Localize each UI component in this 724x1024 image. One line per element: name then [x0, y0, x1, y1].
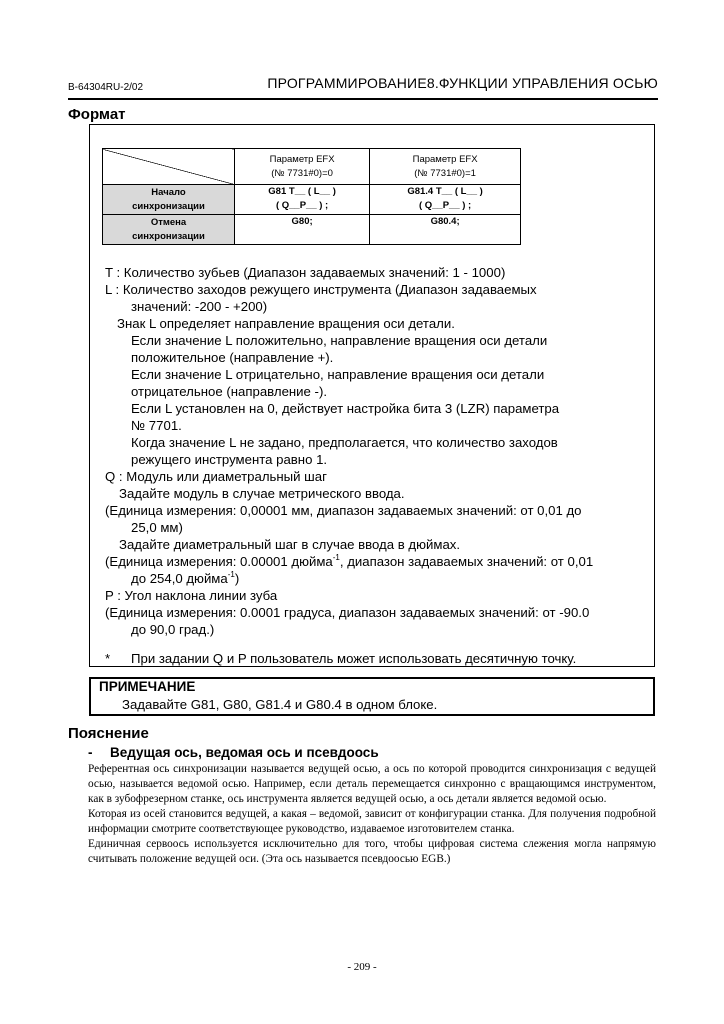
superscript: -1 — [332, 553, 340, 562]
table-header-efx0 — [235, 149, 370, 185]
superscript: -1 — [227, 570, 235, 579]
format-heading: Формат — [68, 106, 126, 123]
param-l-range: значений: -200 - +200) — [131, 299, 268, 314]
cell-text: ( Q__P__ ) ; — [275, 200, 329, 211]
text-run: до 254,0 дюйма — [131, 571, 228, 586]
cell-g80-4-command: G80.4; — [370, 215, 521, 245]
param-l-description: L : Количество заходов режущего инструмента (Диапазон задаваемых — [105, 282, 537, 297]
param-p-units: (Единица измерения: 0.0001 градуса, диапазон задаваемых значений: от -90.0 — [105, 605, 590, 620]
param-q-metric-units: (Единица измерения: 0,00001 мм, диапазон задаваемых значений: от 0,01 до — [105, 503, 582, 518]
cell-g80-command: G80; — [235, 215, 370, 245]
param-l-positive-cont: положительное (направление +). — [131, 350, 334, 365]
cell-g81-command — [235, 185, 370, 215]
param-q-inch-units-cont — [131, 571, 239, 588]
text-run: ) — [234, 571, 240, 586]
param-l-sign-note: Знак L определяет направление вращения оси детали. — [117, 316, 455, 331]
subheading-master-slave-axes: Ведущая ось, ведомая ось и псевдоось — [110, 745, 379, 760]
explanation-paragraph: Единичная сервоось используется исключительно для того, чтобы цифровая система слежения могла напрямую считывать положение ведущей оси. (Эта ось называется псевдоосью EGB.) — [88, 838, 656, 865]
param-l-positive: Если значение L положительно, направление вращения оси детали — [131, 333, 548, 348]
param-l-zero-cont: № 7701. — [131, 418, 182, 433]
param-q-description: Q : Модуль или диаметральный шаг — [105, 469, 327, 484]
param-p-description: P : Угол наклона линии зуба — [105, 588, 278, 603]
chapter-title: ПРОГРАММИРОВАНИЕ8.ФУНКЦИИ УПРАВЛЕНИЯ ОСЬЮ — [267, 75, 658, 91]
footnote-star: * — [105, 651, 111, 666]
table-header-text: (№ 7731#0)=1 — [414, 167, 476, 179]
param-q-metric: Задайте модуль в случае метрического ввода. — [119, 486, 405, 501]
row-label-text: Отмена — [150, 216, 187, 228]
footnote-decimal-point: При задании Q и P пользователь может использовать десятичную точку. — [131, 651, 577, 666]
table-header-text: Параметр EFX — [412, 153, 478, 165]
param-l-unset: Когда значение L не задано, предполагается, что количество заходов — [131, 435, 558, 450]
explanation-body — [88, 762, 656, 867]
format-table — [102, 148, 521, 245]
cell-text: G81 T__ ( L__ ) — [268, 186, 336, 197]
param-t-description: T : Количество зубьев (Диапазон задаваемых значений: 1 - 1000) — [105, 265, 506, 280]
param-l-unset-cont: режущего инструмента равно 1. — [131, 452, 328, 467]
table-header-text: (№ 7731#0)=0 — [271, 167, 333, 179]
page-number: - 209 - — [347, 961, 377, 973]
param-l-negative: Если значение L отрицательно, направление вращения оси детали — [131, 367, 545, 382]
note-title: ПРИМЕЧАНИЕ — [99, 679, 196, 694]
text-run: , диапазон задаваемых значений: от 0,01 — [339, 554, 594, 569]
row-label-start-sync — [103, 185, 235, 215]
cell-text: ( Q__P__ ) ; — [418, 200, 472, 211]
row-label-text: Начало — [151, 186, 186, 198]
document-code: B-64304RU-2/02 — [68, 82, 144, 93]
param-q-inch: Задайте диаметральный шаг в случае ввода в дюймах. — [119, 537, 461, 552]
row-label-text: синхронизации — [132, 200, 205, 212]
param-l-zero: Если L установлен на 0, действует настройка бита 3 (LZR) параметра — [131, 401, 560, 416]
explanation-paragraph: Которая из осей становится ведущей, а какая – ведомой, зависит от конфигурации станка. Для получения подробной информации смотрите соответствующее руководство, издаваемое изготовителем станка. — [88, 808, 656, 835]
text-run: (Единица измерения: 0.00001 дюйма — [105, 554, 333, 569]
table-header-efx1 — [370, 149, 521, 185]
cell-g81-4-command — [370, 185, 521, 215]
note-text: Задавайте G81, G80, G81.4 и G80.4 в одном блоке. — [122, 697, 438, 712]
row-label-text: синхронизации — [132, 230, 205, 242]
subheading-dash: - — [88, 745, 93, 760]
header-divider — [68, 98, 658, 100]
table-header-text: Параметр EFX — [269, 153, 335, 165]
cell-text: G81.4 T__ ( L__ ) — [407, 186, 483, 197]
explanation-paragraph: Референтная ось синхронизации называется ведущей осью, а ось по которой проводится синхронизация с ведущей осью, называется ведомой осью. Например, если деталь перемещается синхронно с вращающимся инструментом, как в зубофрезерном станке, ось инструмента является ведущей осью, а ось детали является ведомой осью. — [88, 763, 656, 805]
param-q-inch-units — [105, 554, 593, 571]
param-q-metric-units-cont: 25,0 мм) — [131, 520, 183, 535]
param-p-units-cont: до 90,0 град.) — [131, 622, 215, 637]
explanation-heading: Пояснение — [68, 725, 149, 742]
table-corner-cell — [103, 149, 235, 185]
row-label-cancel-sync — [103, 215, 235, 245]
param-l-negative-cont: отрицательное (направление -). — [131, 384, 327, 399]
